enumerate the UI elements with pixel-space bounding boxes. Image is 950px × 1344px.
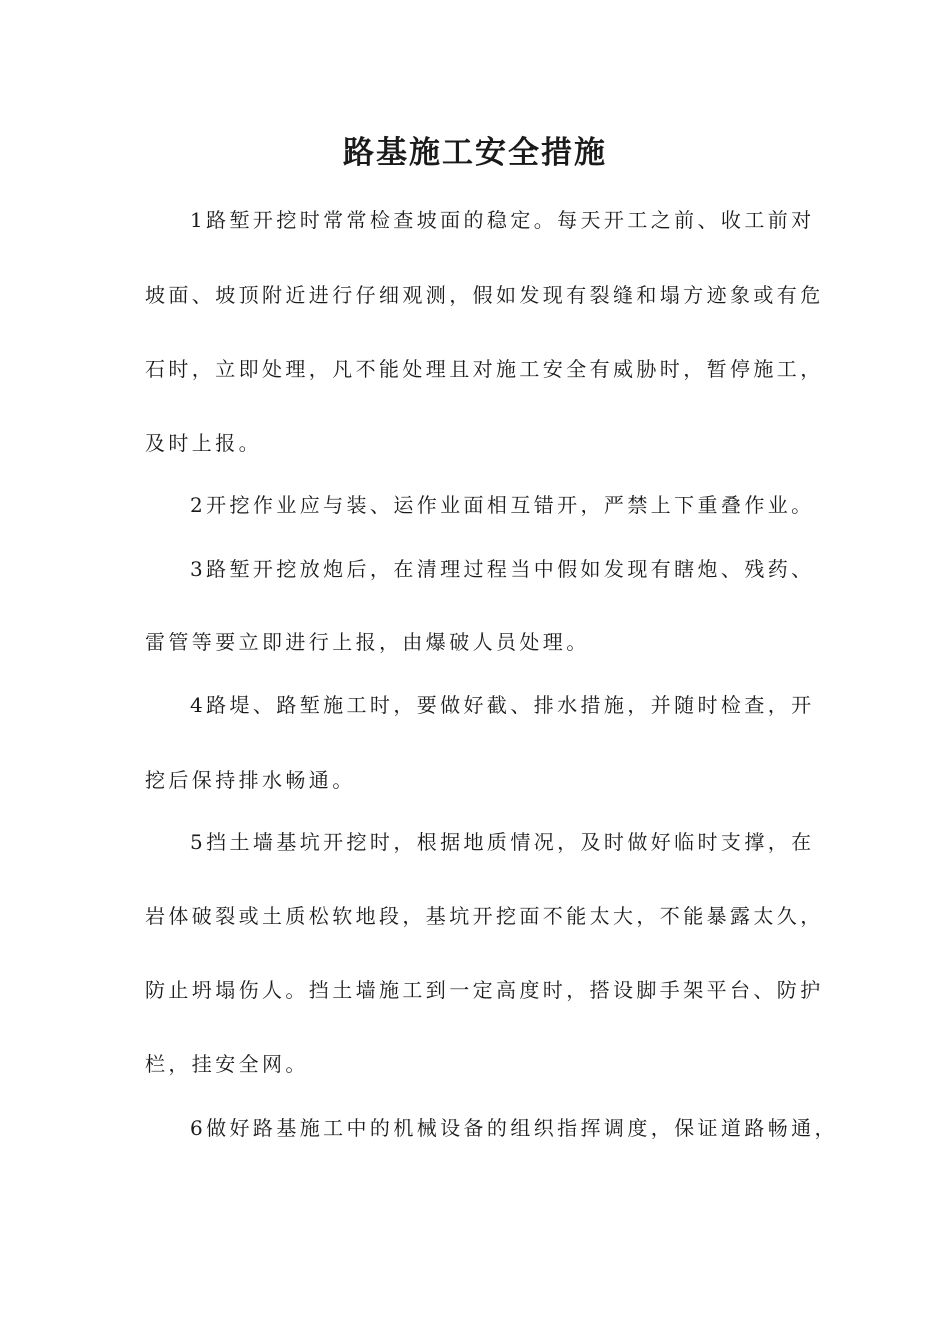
- paragraph-line: 石时，立即处理，凡不能处理且对施工安全有威胁时，暂停施工，: [145, 357, 824, 381]
- paragraph-line: 岩体破裂或土质松软地段，基坑开挖面不能太大，不能暴露太久，: [145, 904, 824, 928]
- paragraph-line: 及时上报。: [145, 431, 262, 455]
- paragraph-line: 2开挖作业应与装、运作业面相互错开，严禁上下重叠作业。: [190, 493, 815, 517]
- paragraph-line: 挖后保持排水畅通。: [145, 768, 356, 792]
- document-title: 路基施工安全措施: [343, 135, 607, 171]
- paragraph-line: 防止坍塌伤人。挡土墙施工到一定高度时，搭设脚手架平台、防护: [145, 978, 824, 1002]
- paragraph-line: 6做好路基施工中的机械设备的组织指挥调度，保证道路畅通，: [190, 1116, 838, 1140]
- paragraph-line: 5挡土墙基坑开挖时，根据地质情况，及时做好临时支撑，在: [190, 830, 815, 854]
- paragraph-line: 3路堑开挖放炮后，在清理过程当中假如发现有瞎炮、残药、: [190, 557, 815, 581]
- paragraph-line: 栏，挂安全网。: [145, 1052, 309, 1076]
- paragraph-line: 坡面、坡顶附近进行仔细观测，假如发现有裂缝和塌方迹象或有危: [145, 283, 824, 307]
- paragraph-line: 4路堤、路堑施工时，要做好截、排水措施，并随时检查，开: [190, 693, 815, 717]
- paragraph-line: 雷管等要立即进行上报，由爆破人员处理。: [145, 630, 590, 654]
- paragraph-line: 1路堑开挖时常常检查坡面的稳定。每天开工之前、收工前对: [190, 208, 815, 232]
